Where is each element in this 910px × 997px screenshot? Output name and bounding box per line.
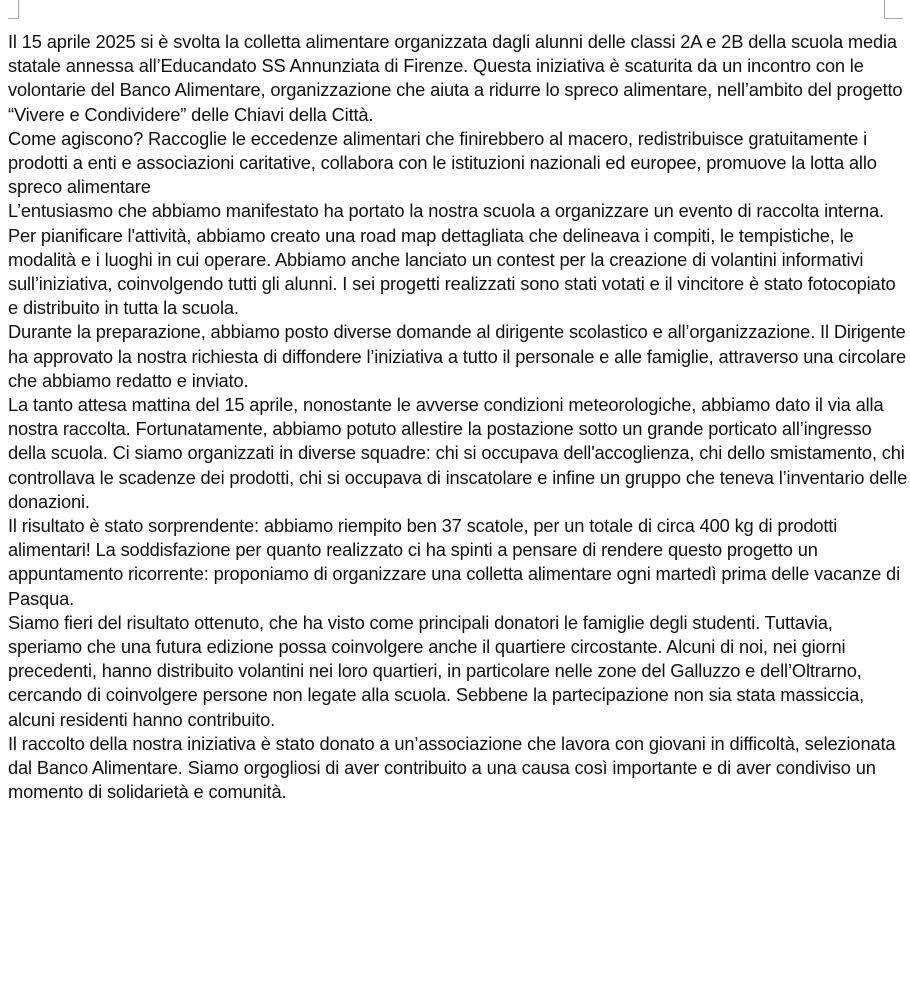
paragraph-collection-day: La tanto attesa mattina del 15 aprile, nonostante le avverse condizioni meteorologiche, abbiamo dato il via alla nostra raccolta. Fortunatamente, abbiamo potuto allestire la postazione sotto un grande porticato all’ingresso della scuola. Ci siamo organizzati in diverse squadre: chi si occupava dell'accoglienza, chi dello smistamento, chi controllava le scadenze dei prodotti, chi si occupava di inscatolare e infine un gruppo che teneva l’inventario delle donazioni.	[8, 394, 908, 512]
paragraph-planning: Per pianificare l'attività, abbiamo creato una road map dettagliata che delineava i compiti, le tempistiche, le modalità e i luoghi in cui operare. Abbiamo anche lanciato un contest per la creazione di volantini informativi sull’iniziativa, coinvolgendo tutti gli alunni. I sei progetti realizzati sono stati votati e il vincitore è stato fotocopiato e distribuito in tutta la scuola.	[8, 224, 896, 319]
paragraph-result: Il risultato è stato sorprendente: abbiamo riempito ben 37 scatole, per un totale di circa 400 kg di prodotti alimentari! La soddisfazione per quanto realizzato ci ha spinti a pensare di rendere questo progetto un appuntamento ricorrente: proponiamo di organizzare una colletta alimentare ogni martedì prima delle vacanze di Pasqua.	[8, 515, 900, 609]
document-body	[8, 30, 908, 805]
paragraph-preparation: Durante la preparazione, abbiamo posto diverse domande al dirigente scolastico e all’organizzazione. Il Dirigente ha approvato la nostra richiesta di diffondere l’iniziativa a tutto il personale e alle famiglie, attraverso una circolare che abbiamo redatto e inviato.	[8, 321, 906, 391]
crop-mark-top-right	[884, 0, 903, 19]
paragraph-donors: Siamo fieri del risultato ottenuto, che ha visto come principali donatori le famiglie degli studenti. Tuttavia, speriamo che una futura edizione possa coinvolgere anche il quartiere circostante. Alcuni di noi, nei giorni precedenti, hanno distribuito volantini nei loro quartieri, in particolare nelle zone del Galluzzo e dell’Oltrarno, cercando di coinvolgere persone non legate alla scuola. Sebbene la partecipazione non sia stata massiccia, alcuni residenti hanno contribuito.	[8, 611, 865, 730]
paragraph-enthusiasm: L’entusiasmo che abbiamo manifestato ha portato la nostra scuola a organizzare un evento di raccolta interna.	[8, 200, 884, 222]
paragraph-donation: Il raccolto della nostra iniziativa è stato donato a un’associazione che lavora con giovani in difficoltà, selezionata dal Banco Alimentare. Siamo orgogliosi di aver contribuito a una causa così importante e di aver condiviso un momento di solidarietà e comunità.	[8, 732, 896, 803]
paragraph-intro: Il 15 aprile 2025 si è svolta la colletta alimentare organizzata dagli alunni delle classi 2A e 2B della scuola media statale annessa all’Educandato SS Annunziata di Firenze. Questa iniziativa è scaturita da un incontro con le volontarie del Banco Alimentare, organizzazione che aiuta a ridurre lo spreco alimentare, nell’ambito del progetto “Vivere e Condividere” delle Chiavi della Città.	[8, 31, 903, 125]
crop-mark-top-left	[8, 0, 19, 19]
paragraph-how-they-act: Come agiscono? Raccoglie le eccedenze alimentari che finirebbero al macero, redistribuisce gratuitamente i prodotti a enti e associazioni caritative, collabora con le istituzioni nazionali ed europee, promuove la lotta allo spreco alimentare	[8, 127, 877, 198]
